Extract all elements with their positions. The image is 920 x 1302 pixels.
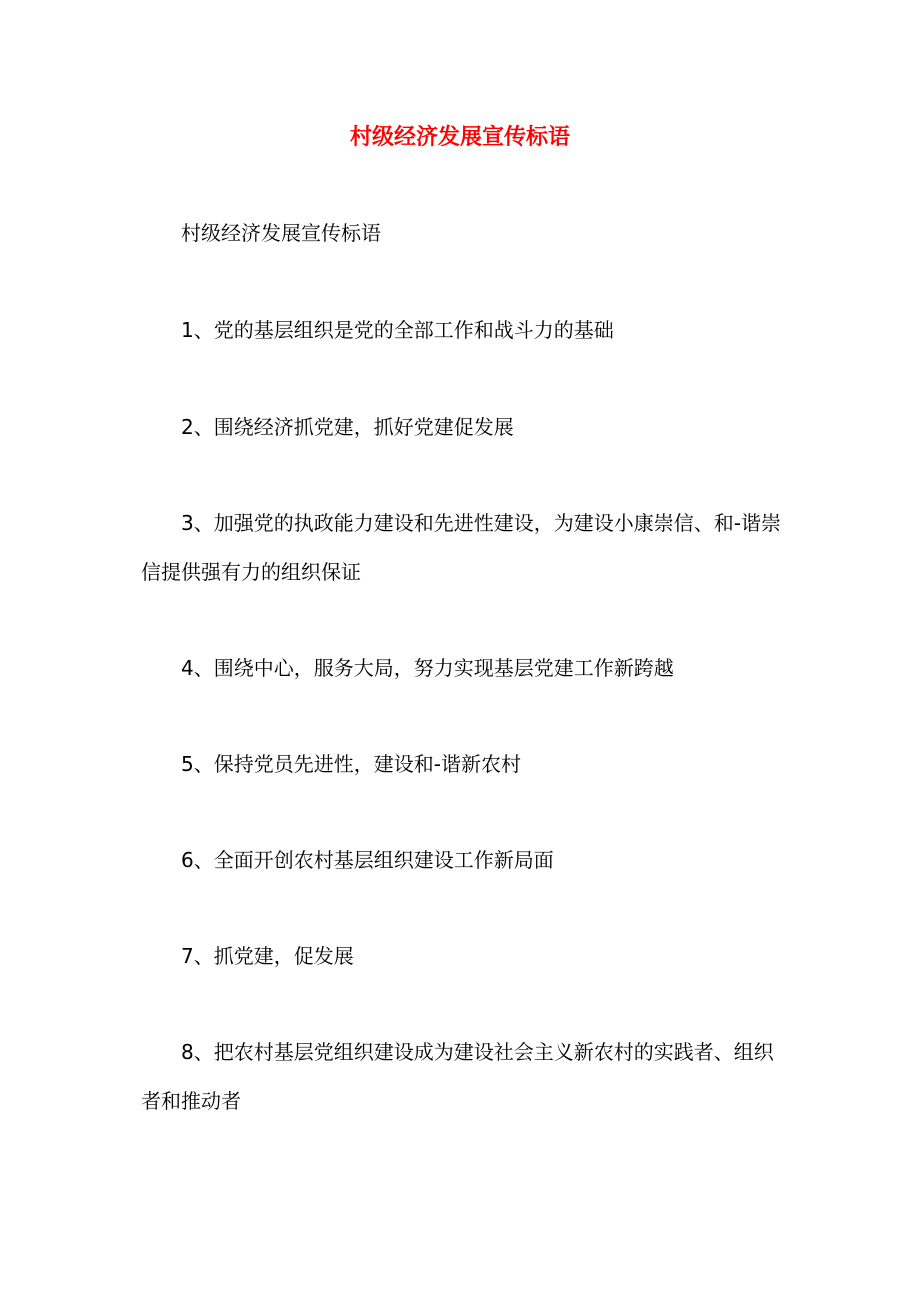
slogan-8: 8、把农村基层党组织建设成为建设社会主义新农村的实践者、组织者和推动者 xyxy=(141,1040,774,1113)
slogan-1: 1、党的基层组织是党的全部工作和战斗力的基础 xyxy=(181,318,614,342)
slogan-3: 3、加强党的执政能力建设和先进性建设，为建设小康崇信、和-谐崇信提供强有力的组织保证 xyxy=(141,511,781,584)
paragraph-heading: 村级经济发展宣传标语 xyxy=(181,221,381,245)
slogan-4: 4、围绕中心，服务大局，努力实现基层党建工作新跨越 xyxy=(181,656,674,680)
slogan-2: 2、围绕经济抓党建，抓好党建促发展 xyxy=(181,415,514,439)
document-title: 村级经济发展宣传标语 xyxy=(349,125,570,150)
slogan-5: 5、保持党员先进性，建设和-谐新农村 xyxy=(181,752,521,776)
slogan-7: 7、抓党建，促发展 xyxy=(181,944,354,968)
slogan-6: 6、全面开创农村基层组织建设工作新局面 xyxy=(181,848,554,872)
